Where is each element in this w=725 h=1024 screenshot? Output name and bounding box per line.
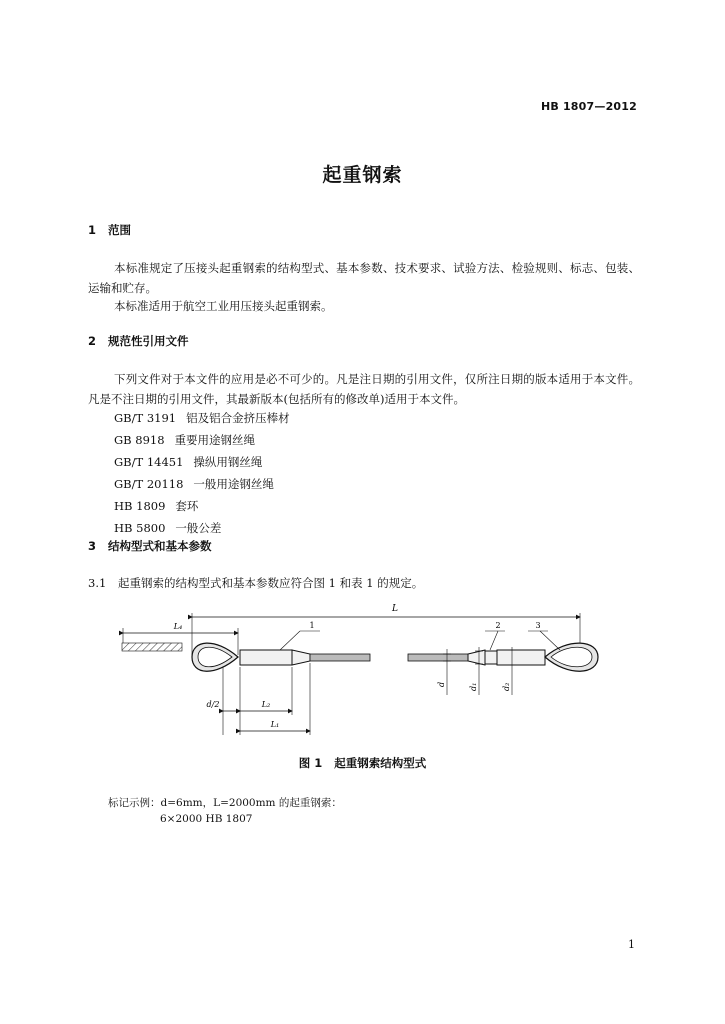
- clause-number: 3.1: [88, 576, 107, 590]
- section-number: 3: [88, 539, 97, 553]
- callout-3: 3: [535, 621, 541, 630]
- section-1-paragraph-1: 本标准规定了压接头起重钢索的结构型式、基本参数、技术要求、试验方法、检验规则、标志、包装、运输和贮存。: [88, 261, 640, 295]
- right-sleeve: [497, 650, 545, 665]
- reference-title: 一般用途钢丝绳: [193, 477, 274, 491]
- right-sleeve-neck: [485, 651, 497, 664]
- reference-title: 一般公差: [175, 521, 222, 535]
- section-number: 1: [88, 223, 97, 237]
- cable-right: [408, 654, 468, 661]
- reference-item: [114, 454, 262, 470]
- marking-example-intro: 标记示例：d=6mm，L=2000mm 的起重钢索：: [108, 797, 342, 809]
- page-number: 1: [628, 938, 635, 951]
- reference-title: 操纵用钢丝绳: [193, 455, 263, 469]
- reference-item: [114, 410, 290, 426]
- callout-2: 2: [495, 621, 501, 630]
- figure-caption-text: 起重钢索结构型式: [334, 756, 427, 770]
- label-L: L: [392, 604, 398, 614]
- left-taper: [292, 650, 310, 665]
- marking-example-designation: 6×2000 HB 1807: [160, 813, 253, 825]
- reference-code: GB 8918: [114, 433, 165, 447]
- label-L4: L₄: [173, 622, 183, 631]
- right-taper: [468, 650, 485, 665]
- section-title: 结构型式和基本参数: [108, 539, 212, 553]
- figure-1-diagram: [0, 595, 725, 745]
- figure-label: 图 1: [298, 756, 323, 770]
- clause-3-1: [88, 573, 640, 593]
- section-2-heading: [88, 333, 189, 349]
- reference-item: [114, 476, 274, 492]
- label-d1: d₁: [469, 682, 478, 691]
- reference-item: [114, 498, 198, 514]
- document-title: 起重钢索: [322, 164, 403, 186]
- reference-code: GB/T 20118: [114, 477, 184, 491]
- reference-title: 套环: [175, 499, 199, 513]
- reference-title: 铝及铝合金挤压棒材: [186, 411, 290, 425]
- clause-text: 起重钢索的结构型式和基本参数应符合图 1 和表 1 的规定。: [118, 576, 424, 590]
- section-3-heading: [88, 538, 212, 554]
- left-sleeve: [240, 650, 292, 665]
- label-d2: d₂: [502, 682, 511, 691]
- section-2-paragraph-1: 下列文件对于本文件的应用是必不可少的。凡是注日期的引用文件，仅所注日期的版本适用于本文件。凡是不注日期的引用文件，其最新版本(包括所有的修改单)适用于本文件。: [88, 372, 640, 406]
- section-1-heading: [88, 222, 131, 238]
- section-number: 2: [88, 334, 97, 348]
- reference-code: HB 5800: [114, 521, 166, 535]
- figure-caption: [0, 755, 725, 771]
- label-d-half: d/2: [206, 700, 220, 709]
- cable-left: [310, 654, 370, 661]
- reference-code: GB/T 14451: [114, 455, 184, 469]
- section-1-paragraph-2: 本标准适用于航空工业用压接头起重钢索。: [114, 299, 333, 313]
- reference-code: HB 1809: [114, 499, 166, 513]
- reference-title: 重要用途钢丝绳: [174, 433, 256, 447]
- section-title: 范围: [108, 223, 131, 237]
- section-title: 规范性引用文件: [108, 334, 189, 348]
- label-d: d: [437, 681, 446, 687]
- label-L1: L₁: [270, 720, 280, 729]
- reference-code: GB/T 3191: [114, 411, 177, 425]
- callout-1: 1: [309, 621, 315, 630]
- reference-item: [114, 520, 221, 536]
- label-L2: L₂: [261, 700, 271, 709]
- standard-code: HB 1807—2012: [540, 100, 637, 113]
- reference-item: [114, 432, 255, 448]
- anchor-pin: [122, 643, 182, 651]
